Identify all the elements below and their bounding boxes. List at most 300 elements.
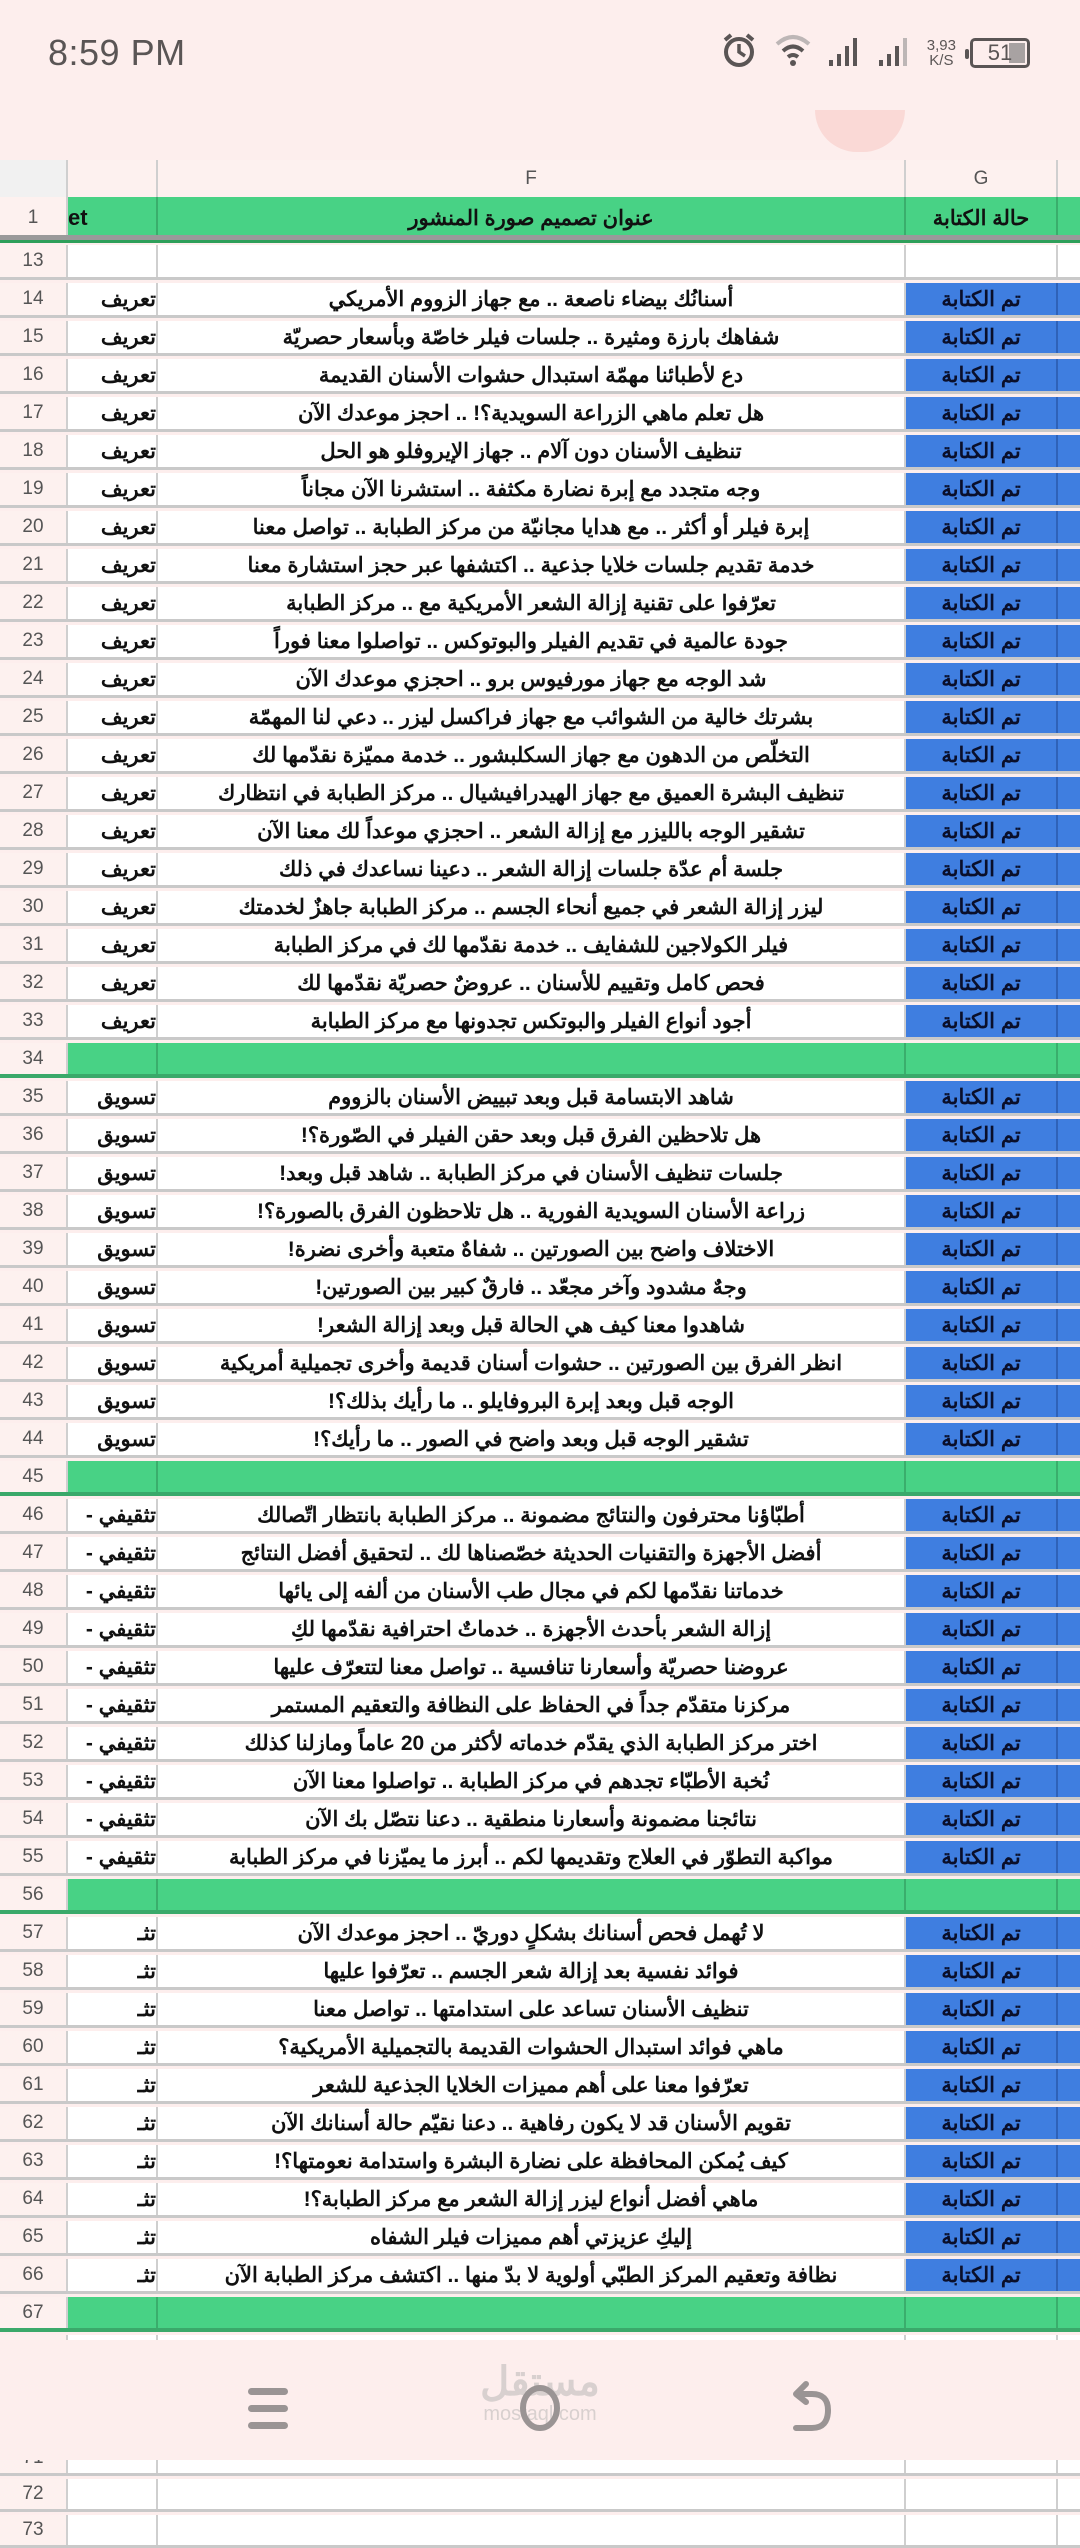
status-cell[interactable]: تم الكتابة [906,2145,1058,2177]
next-column-cell[interactable] [1058,1005,1080,1037]
category-cell[interactable] [68,1195,158,1227]
next-column-cell[interactable] [1058,321,1080,353]
post-title-cell[interactable]: لا تُهمل فحص أسنانك بشكلٍ دوريّ .. احجز موعدك الآن [158,1917,906,1949]
row-number[interactable]: 55 [0,1841,68,1873]
category-cell[interactable] [68,1537,158,1569]
next-column-cell[interactable] [1058,2259,1080,2291]
row-number[interactable]: 54 [0,1803,68,1835]
category-cell[interactable] [68,1955,158,1987]
post-title-cell[interactable]: جلسة أم عدّة جلسات إزالة الشعر .. دعينا نساعدك في ذلك [158,853,906,885]
next-column-cell[interactable] [1058,359,1080,391]
status-cell[interactable] [906,2515,1058,2545]
next-column-cell[interactable] [1058,1423,1080,1455]
post-title-cell[interactable]: تنظيف البشرة العميق مع جهاز الهيدرافيشيال .. مركز الطبابة في انتظارك [158,777,906,809]
post-title-cell[interactable]: ليزر إزالة الشعر في جميع أنحاء الجسم .. مركز الطبابة جاهزٌ لخدمتك [158,891,906,923]
status-cell[interactable]: تم الكتابة [906,1119,1058,1151]
post-title-cell[interactable]: وجهٌ مشدود وآخر مجعّد .. فارقٌ كبير بين الصورتين! [158,1271,906,1303]
category-cell[interactable] [68,321,158,353]
post-title-cell[interactable]: أسنانُك بيضاء ناصعة .. مع جهاز الزووم الأمريكي [158,283,906,315]
row-number[interactable]: 50 [0,1651,68,1683]
status-cell[interactable]: تم الكتابة [906,663,1058,695]
next-column-cell[interactable] [1058,435,1080,467]
next-column-cell[interactable] [1058,2145,1080,2177]
post-title-cell[interactable]: الاختلاف واضح بين الصورتين .. شفاهٌ متعبة وأخرى نضرة! [158,1233,906,1265]
next-column-cell[interactable] [1058,1271,1080,1303]
next-column-cell[interactable] [1058,1499,1080,1531]
next-column-cell[interactable] [1058,1613,1080,1645]
category-cell[interactable] [68,1499,158,1531]
category-cell[interactable] [68,1651,158,1683]
row-number[interactable]: 43 [0,1385,68,1417]
next-column-cell[interactable] [1058,891,1080,923]
post-title-cell[interactable]: شد الوجه مع جهاز مورفيوس برو .. احجزي موعدك الآن [158,663,906,695]
next-column-cell[interactable] [1058,1575,1080,1607]
status-cell[interactable]: تم الكتابة [906,549,1058,581]
status-cell[interactable]: تم الكتابة [906,1537,1058,1569]
row-number[interactable]: 32 [0,967,68,999]
next-column-cell[interactable] [1058,587,1080,619]
next-column-cell[interactable] [1058,2183,1080,2215]
status-cell[interactable] [906,2479,1058,2509]
status-cell[interactable]: تم الكتابة [906,739,1058,771]
next-column-cell[interactable] [1058,1347,1080,1379]
row-number[interactable]: 34 [0,1043,68,1074]
row-number[interactable]: 58 [0,1955,68,1987]
next-column-cell[interactable] [1058,1233,1080,1265]
post-title-cell[interactable]: تعرّفوا على تقنية إزالة الشعر الأمريكية مع .. مركز الطبابة [158,587,906,619]
post-title-cell[interactable]: إبرة فيلر أو أكثر .. مع هدايا مجانيّة من مركز الطبابة .. تواصل معنا [158,511,906,543]
status-cell[interactable]: تم الكتابة [906,2031,1058,2063]
status-cell[interactable]: تم الكتابة [906,891,1058,923]
category-cell[interactable] [68,2107,158,2139]
row-number[interactable]: 36 [0,1119,68,1151]
next-column-cell[interactable] [1058,663,1080,695]
post-title-cell[interactable]: دع لأطبائنا مهمّة استبدال حشوات الأسنان القديمة [158,359,906,391]
status-cell[interactable]: تم الكتابة [906,2069,1058,2101]
category-cell[interactable] [68,2069,158,2101]
category-cell[interactable] [68,2031,158,2063]
next-column-cell[interactable] [1058,1955,1080,1987]
status-cell[interactable]: تم الكتابة [906,815,1058,847]
category-cell[interactable] [68,1917,158,1949]
post-title-cell[interactable]: اختر مركز الطبابة الذي يقدّم خدماته لأكثر من 20 عاماً ومازلنا كذلك [158,1727,906,1759]
post-title-cell[interactable]: التخلّص من الدهون مع جهاز السكلبشور .. خدمة مميّزة نقدّمها لك [158,739,906,771]
row-number[interactable]: 21 [0,549,68,581]
row-number[interactable]: 25 [0,701,68,733]
status-cell[interactable]: تم الكتابة [906,701,1058,733]
row-number[interactable]: 66 [0,2259,68,2291]
category-cell[interactable] [68,245,158,277]
header-cell-h[interactable] [1058,197,1080,239]
status-cell[interactable]: تم الكتابة [906,397,1058,429]
category-cell[interactable] [68,2479,158,2509]
post-title-cell[interactable]: شاهدوا معنا كيف هي الحالة قبل وبعد إزالة الشعر! [158,1309,906,1341]
category-cell[interactable] [68,435,158,467]
status-cell[interactable]: تم الكتابة [906,1993,1058,2025]
category-cell[interactable] [68,663,158,695]
row-number[interactable]: 59 [0,1993,68,2025]
category-cell[interactable] [68,1841,158,1873]
category-cell[interactable] [68,1765,158,1797]
column-header-f[interactable]: F [158,160,906,197]
next-column-cell[interactable] [1058,853,1080,885]
row-number[interactable]: 14 [0,283,68,315]
row-number[interactable]: 62 [0,2107,68,2139]
status-cell[interactable]: تم الكتابة [906,2107,1058,2139]
home-button[interactable] [510,2380,570,2440]
next-column-cell[interactable] [1058,625,1080,657]
row-number[interactable]: 33 [0,1005,68,1037]
category-cell[interactable] [68,2297,158,2328]
next-column-cell[interactable] [1058,1727,1080,1759]
next-column-cell[interactable] [1058,815,1080,847]
next-column-cell[interactable] [1058,1689,1080,1721]
post-title-cell[interactable]: إليكِ عزيزتي أهم مميزات فيلر الشفاه [158,2221,906,2253]
post-title-cell[interactable]: نظافة وتعقيم المركز الطبّي أولوية لا بدّ منها .. اكتشف مركز الطبابة الآن [158,2259,906,2291]
status-cell[interactable] [906,1043,1058,1074]
next-column-cell[interactable] [1058,283,1080,315]
next-column-cell[interactable] [1058,1309,1080,1341]
status-cell[interactable]: تم الكتابة [906,967,1058,999]
post-title-cell[interactable]: جودة عالمية في تقديم الفيلر والبوتوكس .. تواصلوا معنا فوراً [158,625,906,657]
post-title-cell[interactable]: ماهي أفضل أنواع ليزر إزالة الشعر مع مركز الطبابة؟! [158,2183,906,2215]
post-title-cell[interactable]: هل تلاحظين الفرق قبل وبعد حقن الفيلر في الصّورة؟! [158,1119,906,1151]
category-cell[interactable] [68,2221,158,2253]
category-cell[interactable] [68,587,158,619]
post-title-cell[interactable]: انظر الفرق بين الصورتين .. حشوات أسنان قديمة وأخرى تجميلية أمريكية [158,1347,906,1379]
category-cell[interactable] [68,1271,158,1303]
post-title-cell[interactable]: بشرتك خالية من الشوائب مع جهاز فراكسل ليزر .. دعي لنا المهمّة [158,701,906,733]
row-number[interactable]: 38 [0,1195,68,1227]
row-number[interactable]: 22 [0,587,68,619]
post-title-cell[interactable] [158,2515,906,2545]
category-cell[interactable] [68,1005,158,1037]
row-number[interactable]: 52 [0,1727,68,1759]
column-header-h[interactable] [1058,160,1080,197]
post-title-cell[interactable]: أجود أنواع الفيلر والبوتكس تجدونها مع مركز الطبابة [158,1005,906,1037]
status-cell[interactable]: تم الكتابة [906,1499,1058,1531]
next-column-cell[interactable] [1058,1993,1080,2025]
row-number[interactable]: 19 [0,473,68,505]
category-cell[interactable] [68,2183,158,2215]
row-number[interactable]: 24 [0,663,68,695]
status-cell[interactable]: تم الكتابة [906,777,1058,809]
next-column-cell[interactable] [1058,2107,1080,2139]
status-cell[interactable]: تم الكتابة [906,929,1058,961]
category-cell[interactable] [68,701,158,733]
post-title-cell[interactable] [158,1879,906,1910]
category-cell[interactable] [68,891,158,923]
status-cell[interactable]: تم الكتابة [906,1651,1058,1683]
status-cell[interactable]: تم الكتابة [906,1575,1058,1607]
post-title-cell[interactable]: عروضنا حصريّة وأسعارنا تنافسية .. تواصل معنا لتتعرّف عليها [158,1651,906,1683]
column-header-g[interactable]: G [906,160,1058,197]
post-title-cell[interactable]: خدمة تقديم جلسات خلايا جذعية .. اكتشفها عبر حجز استشارة معنا [158,549,906,581]
row-number[interactable]: 23 [0,625,68,657]
post-title-cell[interactable]: تقويم الأسنان قد لا يكون رفاهية .. دعنا نقيّم حالة أسنانك الآن [158,2107,906,2139]
category-cell[interactable] [68,397,158,429]
status-cell[interactable]: تم الكتابة [906,2259,1058,2291]
header-cell-title[interactable]: عنوان تصميم صورة المنشور [158,197,906,239]
row-number[interactable]: 60 [0,2031,68,2063]
category-cell[interactable] [68,473,158,505]
status-cell[interactable]: تم الكتابة [906,1233,1058,1265]
select-all-corner[interactable] [0,160,68,197]
status-cell[interactable]: تم الكتابة [906,1841,1058,1873]
row-number[interactable]: 29 [0,853,68,885]
status-cell[interactable]: تم الكتابة [906,1157,1058,1189]
category-cell[interactable] [68,1727,158,1759]
status-cell[interactable]: تم الكتابة [906,1385,1058,1417]
category-cell[interactable] [68,1157,158,1189]
post-title-cell[interactable]: هل تعلم ماهي الزراعة السويدية؟! .. احجز موعدك الآن [158,397,906,429]
category-cell[interactable] [68,1803,158,1835]
category-cell[interactable] [68,853,158,885]
category-cell[interactable] [68,1879,158,1910]
next-column-cell[interactable] [1058,2479,1080,2509]
category-cell[interactable] [68,2515,158,2545]
row-number[interactable]: 64 [0,2183,68,2215]
status-cell[interactable]: تم الكتابة [906,1955,1058,1987]
category-cell[interactable] [68,1461,158,1492]
category-cell[interactable] [68,1309,158,1341]
row-number[interactable]: 15 [0,321,68,353]
post-title-cell[interactable]: جلسات تنظيف الأسنان في مركز الطبابة .. شاهد قبل وبعد! [158,1157,906,1189]
row-number[interactable]: 44 [0,1423,68,1455]
category-cell[interactable] [68,967,158,999]
status-cell[interactable]: تم الكتابة [906,587,1058,619]
post-title-cell[interactable]: شاهد الابتسامة قبل وبعد تبييض الأسنان بالزووم [158,1081,906,1113]
post-title-cell[interactable] [158,2479,906,2509]
row-number[interactable]: 17 [0,397,68,429]
next-column-cell[interactable] [1058,1917,1080,1949]
next-column-cell[interactable] [1058,1195,1080,1227]
row-number[interactable]: 26 [0,739,68,771]
post-title-cell[interactable]: تشقير الوجه بالليزر مع إزالة الشعر .. احجزي موعداً لك معنا الآن [158,815,906,847]
status-cell[interactable]: تم الكتابة [906,321,1058,353]
next-column-cell[interactable] [1058,1765,1080,1797]
next-column-cell[interactable] [1058,511,1080,543]
row-number[interactable]: 56 [0,1879,68,1910]
status-cell[interactable]: تم الكتابة [906,1005,1058,1037]
network-speed [927,38,956,68]
category-cell[interactable] [68,1993,158,2025]
next-column-cell[interactable] [1058,1043,1080,1074]
status-cell[interactable]: تم الكتابة [906,1689,1058,1721]
post-title-cell[interactable]: فوائد نفسية بعد إزالة شعر الجسم .. تعرّفوا عليها [158,1955,906,1987]
post-title-cell[interactable]: إزالة الشعر بأحدث الأجهزة .. خدماتٌ احترافية نقدّمها لكِ [158,1613,906,1645]
post-title-cell[interactable]: أطبّاؤنا محترفون والنتائج مضمونة .. مركز الطبابة بانتظار اتّصالك [158,1499,906,1531]
next-column-cell[interactable] [1058,1651,1080,1683]
row-number[interactable]: 73 [0,2515,68,2545]
status-cell[interactable]: تم الكتابة [906,1727,1058,1759]
category-cell[interactable] [68,1233,158,1265]
category-cell[interactable] [68,1423,158,1455]
row-number[interactable]: 37 [0,1157,68,1189]
row-number[interactable]: 13 [0,245,68,277]
status-cell[interactable] [906,1461,1058,1492]
category-cell[interactable] [68,2145,158,2177]
next-column-cell[interactable] [1058,473,1080,505]
row-number[interactable]: 18 [0,435,68,467]
next-column-cell[interactable] [1058,929,1080,961]
header-cell-status[interactable]: حالة الكتابة [906,197,1058,239]
status-cell[interactable]: تم الكتابة [906,1917,1058,1949]
next-column-cell[interactable] [1058,1537,1080,1569]
category-cell[interactable] [68,777,158,809]
row-number[interactable]: 40 [0,1271,68,1303]
row-number[interactable]: 63 [0,2145,68,2177]
post-title-cell[interactable]: فحص كامل وتقييم للأسنان .. عروضٌ حصريّة نقدّمها لك [158,967,906,999]
status-cell[interactable]: تم الكتابة [906,2221,1058,2253]
status-cell[interactable]: تم الكتابة [906,1195,1058,1227]
status-cell[interactable]: تم الكتابة [906,853,1058,885]
post-title-cell[interactable]: نتائجنا مضمونة وأسعارنا منطقية .. دعنا نتصّل بك الآن [158,1803,906,1835]
row-number[interactable]: 51 [0,1689,68,1721]
status-cell[interactable] [906,1879,1058,1910]
row-number[interactable]: 16 [0,359,68,391]
post-title-cell[interactable]: مركزنا متقدّم جداً في الحفاظ على النظافة والتعقيم المستمر [158,1689,906,1721]
status-cell[interactable] [906,245,1058,277]
status-cell[interactable]: تم الكتابة [906,2183,1058,2215]
post-title-cell[interactable]: وجه متجدد مع إبرة نضارة مكثفة .. استشرنا الآن مجاناً [158,473,906,505]
status-cell[interactable]: تم الكتابة [906,283,1058,315]
next-column-cell[interactable] [1058,2515,1080,2545]
category-cell[interactable] [68,359,158,391]
status-cell[interactable]: تم الكتابة [906,1271,1058,1303]
next-column-cell[interactable] [1058,1081,1080,1113]
next-column-cell[interactable] [1058,1879,1080,1910]
category-cell[interactable] [68,283,158,315]
next-column-cell[interactable] [1058,549,1080,581]
row-number[interactable]: 46 [0,1499,68,1531]
post-title-cell[interactable]: فيلر الكولاجين للشفايف .. خدمة نقدّمها لك في مركز الطبابة [158,929,906,961]
row-number[interactable]: 53 [0,1765,68,1797]
post-title-cell[interactable]: أفضل الأجهزة والتقنيات الحديثة خصّصناها لك .. لتحقيق أفضل النتائج [158,1537,906,1569]
status-cell[interactable]: تم الكتابة [906,511,1058,543]
category-cell[interactable] [68,1689,158,1721]
next-column-cell[interactable] [1058,245,1080,277]
row-number[interactable]: 45 [0,1461,68,1492]
status-cell[interactable]: تم الكتابة [906,1423,1058,1455]
category-cell[interactable] [68,511,158,543]
row-number[interactable]: 67 [0,2297,68,2328]
category-cell[interactable] [68,1613,158,1645]
column-header-e[interactable] [68,160,158,197]
row-number[interactable]: 28 [0,815,68,847]
row-number[interactable]: 27 [0,777,68,809]
row-number[interactable]: 39 [0,1233,68,1265]
post-title-cell[interactable]: نُخبة الأطبّاء تجدهم في مركز الطبابة .. تواصلوا معنا الآن [158,1765,906,1797]
post-title-cell[interactable]: زراعة الأسنان السويدية الفورية .. هل تلاحظون الفرق بالصورة؟! [158,1195,906,1227]
row-number[interactable]: 61 [0,2069,68,2101]
row-number[interactable]: 48 [0,1575,68,1607]
post-title-cell[interactable]: شفاهك بارزة ومثيرة .. جلسات فيلر خاصّة وبأسعار حصريّة [158,321,906,353]
post-title-cell[interactable] [158,1043,906,1074]
post-title-cell[interactable]: تعرّفوا معنا على أهم مميزات الخلايا الجذعية للشعر [158,2069,906,2101]
row-number[interactable]: 65 [0,2221,68,2253]
next-column-cell[interactable] [1058,397,1080,429]
status-cell[interactable]: تم الكتابة [906,1081,1058,1113]
category-cell[interactable] [68,1347,158,1379]
status-cell[interactable]: تم الكتابة [906,1347,1058,1379]
post-title-cell[interactable]: خدماتنا نقدّمها لكم في مجال طب الأسنان من ألفه إلى يائها [158,1575,906,1607]
status-cell[interactable]: تم الكتابة [906,473,1058,505]
next-column-cell[interactable] [1058,1119,1080,1151]
status-cell[interactable]: تم الكتابة [906,1765,1058,1797]
category-cell[interactable] [68,549,158,581]
status-cell[interactable]: تم الكتابة [906,359,1058,391]
post-title-cell[interactable] [158,245,906,277]
row-number[interactable]: 30 [0,891,68,923]
next-column-cell[interactable] [1058,2221,1080,2253]
next-column-cell[interactable] [1058,2031,1080,2063]
post-title-cell[interactable] [158,2297,906,2328]
row-number[interactable]: 1 [0,197,68,239]
next-column-cell[interactable] [1058,1385,1080,1417]
status-cell[interactable] [906,2297,1058,2328]
next-column-cell[interactable] [1058,777,1080,809]
category-cell[interactable] [68,2259,158,2291]
category-cell[interactable] [68,1043,158,1074]
status-cell[interactable]: تم الكتابة [906,1803,1058,1835]
category-cell[interactable] [68,815,158,847]
row-number[interactable]: 47 [0,1537,68,1569]
post-title-cell[interactable]: كيف يُمكن المحافظة على نضارة البشرة واستدامة نعومتها؟! [158,2145,906,2177]
row-number[interactable]: 41 [0,1309,68,1341]
post-title-cell[interactable]: تنظيف الأسنان دون آلام .. جهاز الإيروفلو هو الحل [158,435,906,467]
row-number[interactable]: 57 [0,1917,68,1949]
category-cell[interactable] [68,1575,158,1607]
post-title-cell[interactable]: تنظيف الأسنان تساعد على استدامتها .. تواصل معنا [158,1993,906,2025]
row-number[interactable]: 72 [0,2479,68,2509]
header-cell-e[interactable] [68,197,158,239]
status-cell[interactable]: تم الكتابة [906,625,1058,657]
category-cell[interactable] [68,1119,158,1151]
post-title-cell[interactable]: الوجه قبل وبعد إبرة البروفايلو .. ما رأيك بذلك؟! [158,1385,906,1417]
back-button[interactable] [782,2380,842,2440]
row-number[interactable]: 31 [0,929,68,961]
next-column-cell[interactable] [1058,1803,1080,1835]
category-cell[interactable] [68,1081,158,1113]
status-cell[interactable]: تم الكتابة [906,1613,1058,1645]
post-title-cell[interactable]: مواكبة التطوّر في العلاج وتقديمها لكم .. أبرز ما يميّزنا في مركز الطبابة [158,1841,906,1873]
row-number[interactable]: 20 [0,511,68,543]
category-cell[interactable] [68,929,158,961]
next-column-cell[interactable] [1058,2069,1080,2101]
next-column-cell[interactable] [1058,1157,1080,1189]
category-cell[interactable] [68,625,158,657]
category-cell[interactable] [68,1385,158,1417]
status-cell[interactable]: تم الكتابة [906,1309,1058,1341]
menu-button[interactable] [238,2380,298,2440]
next-column-cell[interactable] [1058,1461,1080,1492]
row-number[interactable]: 49 [0,1613,68,1645]
post-title-cell[interactable] [158,1461,906,1492]
status-cell[interactable]: تم الكتابة [906,435,1058,467]
post-title-cell[interactable]: تشقير الوجه قبل وبعد واضح في الصور .. ما رأيك؟! [158,1423,906,1455]
row-number[interactable]: 42 [0,1347,68,1379]
row-number[interactable]: 35 [0,1081,68,1113]
post-title-cell[interactable]: ماهي فوائد استبدال الحشوات القديمة بالتجميلية الأمريكية؟ [158,2031,906,2063]
category-cell[interactable] [68,739,158,771]
next-column-cell[interactable] [1058,967,1080,999]
next-column-cell[interactable] [1058,701,1080,733]
next-column-cell[interactable] [1058,739,1080,771]
next-column-cell[interactable] [1058,2297,1080,2328]
next-column-cell[interactable] [1058,1841,1080,1873]
freeze-divider[interactable] [0,235,1080,240]
